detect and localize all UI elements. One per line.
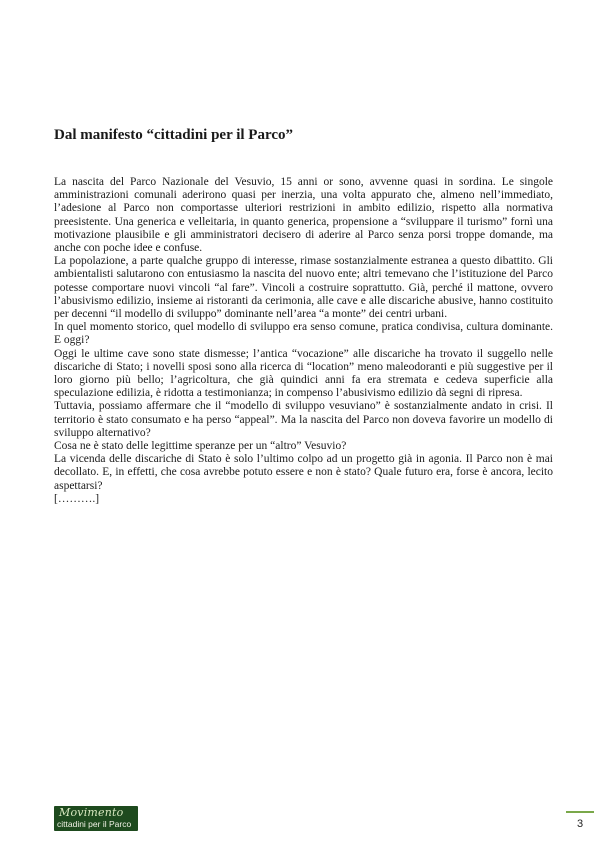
- logo-line-2: cittadini per il Parco: [57, 819, 132, 829]
- movement-logo: [54, 806, 138, 831]
- paragraph: Cosa ne è stato delle legittime speranze per un “altro” Vesuvio?: [54, 440, 347, 453]
- paragraph: La nascita del Parco Nazionale del Vesuvio, 15 anni or sono, avvenne quasi in sordina. Le singole amministrazioni comunali aderirono quasi per inerzia, una volta appurato che, almeno nell’immediato, l’adesione al Parco non comportasse ulteriori restrizioni in ambito edilizio, rispetto alla normativa preesistente. Una generica e velleitaria, in quanto generica, propensione a “sviluppare il turismo” fornì una motivazione plausibile e gli amministratori decisero di aderire al Parco senza porsi troppe domande, ma anche con poche idee e confuse.: [54, 176, 553, 255]
- paragraph: La vicenda delle discariche di Stato è solo l’ultimo colpo ad un progetto già in agonia. Il Parco non è mai decollato. E, in effetti, che cosa avrebbe potuto essere e non è stato? Quale futuro era, forse è ancora, lecito aspettarsi?: [54, 453, 553, 492]
- paragraph-ellipsis: [……….]: [54, 492, 100, 505]
- article-body: [54, 176, 553, 506]
- page-title: Dal manifesto “cittadini per il Parco”: [54, 127, 294, 143]
- paragraph: Tuttavia, possiamo affermare che il “modello di sviluppo vesuviano” è sostanzialmente andato in crisi. Il territorio è stato consumato e ha perso “appeal”. Ma la nascita del Parco non doveva favorire un modello di sviluppo alternativo?: [54, 400, 553, 439]
- logo-line-1: Movimento: [59, 806, 124, 819]
- page-number: 3: [576, 818, 584, 830]
- paragraph: Oggi le ultime cave sono state dismesse; l’antica “vocazione” alle discariche ha trovato il suggello nelle discariche di Stato; i novelli sposi sono alla ricerca di “location” meno maleodoranti e più suggestive per il loro giorno più bello; l’agricoltura, che già quindici anni fa era stremata e cedeva superficie alla speculazione edilizia, è ridotta a testimonianza; in compenso l’abusivismo edilizio dà segni di ripresa.: [54, 347, 553, 400]
- paragraph: In quel momento storico, quel modello di sviluppo era senso comune, pratica condivisa, cultura dominante. E oggi?: [54, 321, 553, 347]
- paragraph: La popolazione, a parte qualche gruppo di interesse, rimase sostanzialmente estranea a questo dibattito. Gli ambientalisti salutarono con entusiasmo la nascita del nuovo ente; altri temevano che l’istituzione del Parco potesse comportare nuovi vincoli “al fare”. Vincoli a costruire soprattutto. Già, perché il mattone, ovvero l’abusivismo edilizio, insieme ai ristoranti da cerimonia, alle cave e alle discariche abusive, hanno costituito per decenni “il modello di sviluppo” dominante nell’area “a monte” dei centri urbani.: [54, 255, 553, 321]
- page-number-box: [566, 811, 594, 839]
